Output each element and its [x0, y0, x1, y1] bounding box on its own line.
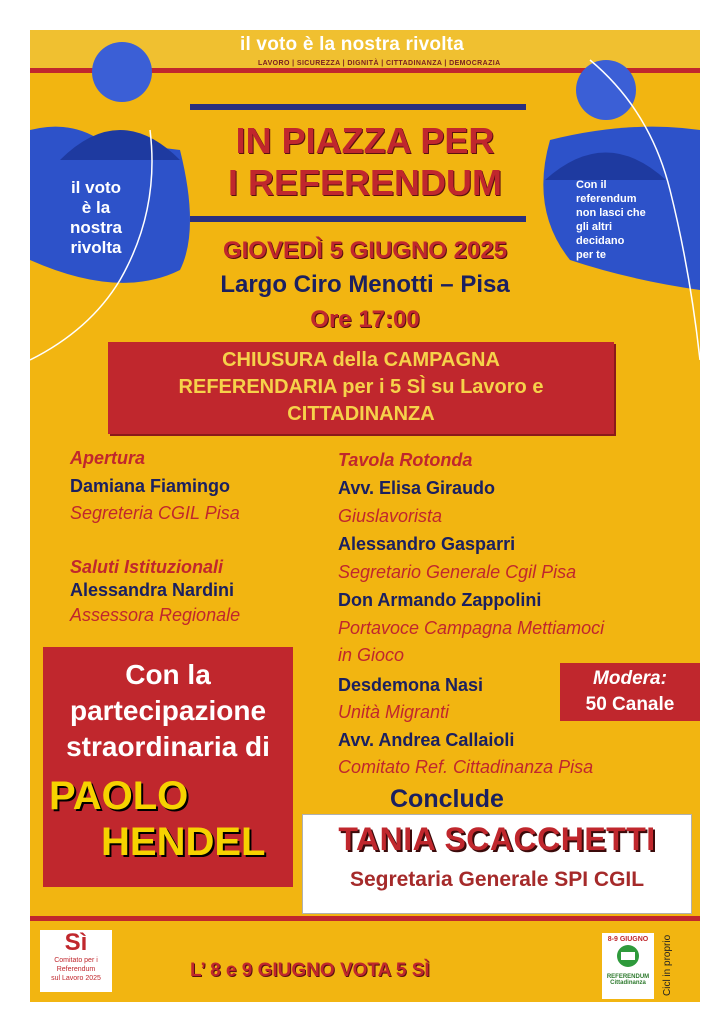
side-left-line: nostra [70, 218, 122, 237]
logo-right-text: 8-9 GIUGNO [607, 936, 649, 943]
event-time: Ore 17:00 [310, 306, 420, 333]
speaker-name: Avv. Andrea Callaioli [338, 730, 515, 750]
speaker-name: Desdemona Nasi [338, 675, 484, 695]
greetings-role: Assessora Regionale [70, 605, 241, 625]
speaker-name: Avv. Elisa Giraudo [338, 478, 496, 498]
side-right-line: referendum [576, 193, 637, 205]
referendum-icon [611, 943, 645, 969]
print-note: Cicl in proprio [662, 934, 673, 996]
greetings-name: Alessandra Nardini [70, 580, 235, 600]
logo-comitato [40, 930, 112, 992]
conclude-label: Conclude [390, 785, 504, 813]
speaker-role: Comitato Ref. Cittadinanza Pisa [338, 757, 594, 777]
logo-right-text: Cittadinanza [610, 980, 646, 986]
moderator-box [560, 663, 700, 721]
side-left-line: il voto [70, 178, 122, 197]
side-slogan-right [576, 178, 646, 262]
event-place: Largo Ciro Menotti – Pisa [220, 271, 510, 298]
footer-stripe [30, 916, 700, 921]
page-title [180, 120, 550, 204]
speaker-role: Portavoce Campagna Mettiamoci [338, 618, 605, 638]
side-left-line: rivolta [70, 238, 122, 257]
moderator-name: 50 Canale [585, 694, 675, 715]
special-line: partecipazione [69, 695, 267, 726]
slogan-highlight: è la nostra rivolta [302, 34, 464, 55]
avatar-man [92, 42, 152, 102]
side-right-line: per te [576, 249, 606, 261]
guest-first-name: PAOLO [49, 774, 189, 818]
special-line: straordinaria di [66, 731, 270, 762]
slogan-prefix: il voto [240, 34, 303, 55]
speaker-role-cont: in Gioco [338, 645, 405, 665]
speaker-role: Giuslavorista [338, 506, 443, 526]
logo-right-text: REFERENDUM [606, 974, 650, 980]
greetings-label: Saluti Istituzionali [70, 557, 224, 577]
title-line: I REFERENDUM [227, 162, 502, 203]
opening-label: Apertura [70, 448, 146, 468]
speaker-role: Unità Migranti [338, 702, 450, 722]
avatar-woman [576, 60, 636, 120]
vote-call: L’ 8 e 9 GIUGNO VOTA 5 SÌ [190, 960, 430, 981]
side-right-line: Con il [576, 179, 607, 191]
logo-left-si: Sì [64, 929, 88, 956]
guest-last-name: HENDEL [101, 820, 266, 864]
speaker-name: Don Armando Zappolini [338, 590, 542, 610]
logo-cittadinanza [602, 933, 654, 999]
speaker-role: Segretario Generale Cgil Pisa [338, 562, 577, 582]
special-guest-box [43, 647, 293, 887]
logo-left-text: Referendum [56, 966, 96, 973]
conclusion-role: Segretaria Generale SPI CGIL [349, 868, 645, 891]
logo-left-text: sul Lavoro 2025 [51, 975, 101, 982]
closing-banner [108, 342, 614, 434]
round-table-label: Tavola Rotonda [338, 450, 473, 470]
conclusion-box [302, 814, 692, 914]
closing-line: REFERENDARIA per i 5 SÌ su Lavoro e [178, 376, 544, 398]
conclusion-name: TANIA SCACCHETTI [338, 821, 656, 857]
special-line: Con la [125, 659, 211, 690]
closing-line: CITTADINANZA [287, 403, 435, 425]
logo-left-text: Comitato per i [54, 957, 98, 964]
side-right-line: decidano [576, 235, 625, 247]
side-right-line: non lasci che [576, 207, 646, 219]
closing-line: CHIUSURA della CAMPAGNA [222, 349, 500, 371]
title-bar-top [190, 104, 526, 110]
speaker-name: Alessandro Gasparri [338, 534, 516, 554]
side-right-line: gli altri [576, 221, 613, 233]
tagline: LAVORO | SICUREZZA | DIGNITÀ | CITTADINANZA | DEMOCRAZIA [258, 60, 501, 67]
title-line: IN PIAZZA PER [235, 120, 495, 161]
poster [30, 30, 700, 1002]
event-date: GIOVEDÌ 5 GIUGNO 2025 [222, 237, 508, 264]
opening-role: Segreteria CGIL Pisa [70, 503, 240, 523]
title-bar-bottom [190, 216, 526, 222]
side-slogan-left [70, 178, 122, 258]
side-left-line: è la [81, 198, 111, 217]
moderator-label: Modera: [593, 668, 667, 689]
opening-name: Damiana Fiamingo [70, 476, 231, 496]
